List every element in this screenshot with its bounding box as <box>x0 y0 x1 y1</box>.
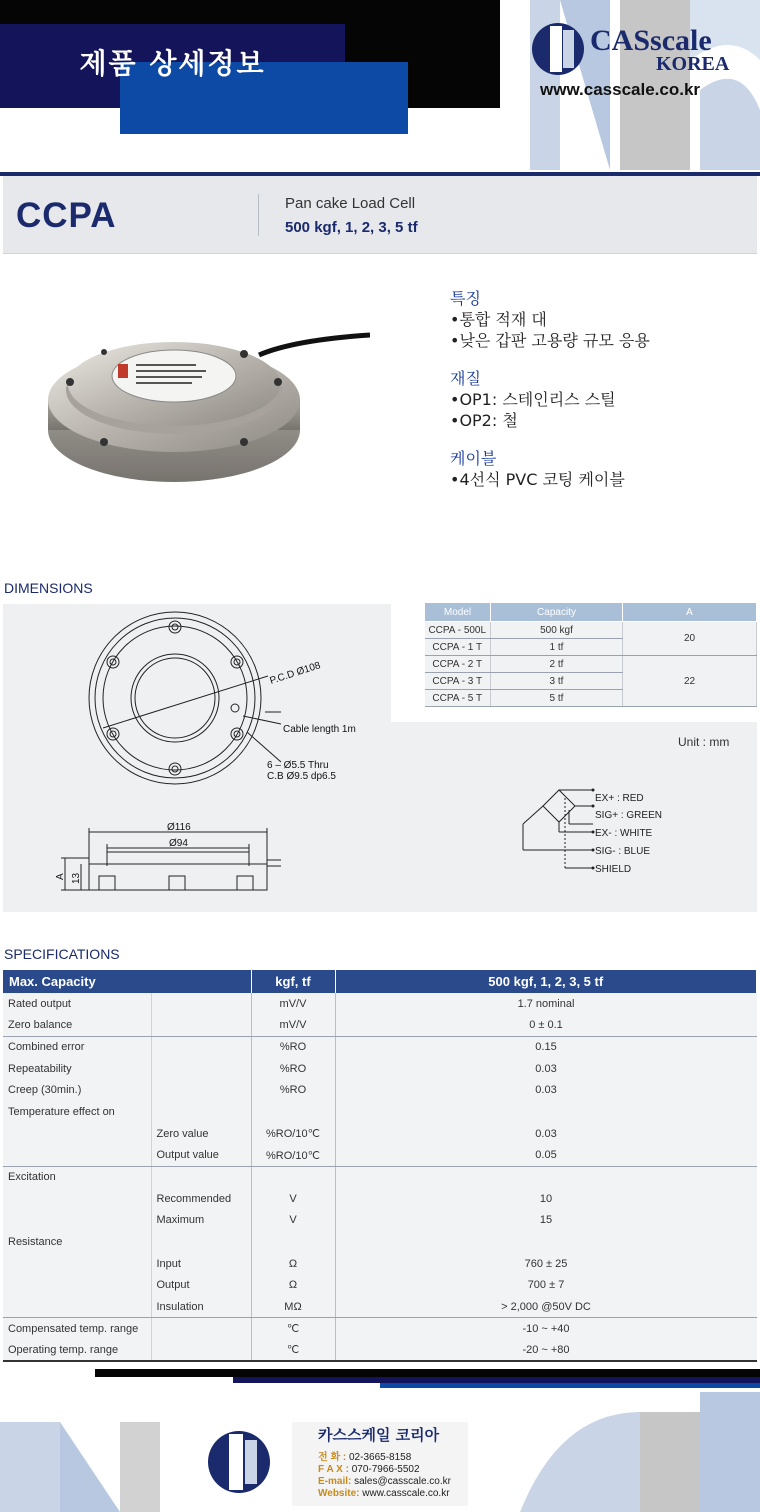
cable-label: Cable length 1m <box>283 724 356 735</box>
unit-label: Unit : mm <box>678 735 730 749</box>
cell-capacity: 5 tf <box>491 690 623 707</box>
spec-unit: V <box>251 1188 335 1210</box>
logo-text: CASscale <box>590 24 712 57</box>
spec-item: Operating temp. range <box>3 1339 151 1361</box>
spec-header-unit: kgf, tf <box>251 970 335 993</box>
spec-value: 0.03 <box>335 1123 757 1145</box>
spec-header <box>3 970 757 993</box>
phone-value[interactable]: 02-3665-8158 <box>346 1452 412 1463</box>
spec-row <box>3 1274 757 1296</box>
spec-item <box>3 1123 151 1145</box>
cell-capacity: 500 kgf <box>491 622 623 639</box>
fax-key: F A X : <box>318 1464 349 1475</box>
spec-unit: MΩ <box>251 1296 335 1318</box>
features-block <box>450 286 650 351</box>
wire-ex-minus: EX- : WHITE <box>595 828 653 839</box>
product-capacities: 500 kgf, 1, 2, 3, 5 tf <box>285 219 418 236</box>
spec-item: Creep (30min.) <box>3 1080 151 1102</box>
contact-lines <box>318 1452 451 1500</box>
contact-website <box>318 1488 451 1500</box>
spec-unit: %RO <box>251 1036 335 1058</box>
spec-row <box>3 1058 757 1080</box>
spec-item: Temperature effect on <box>3 1101 151 1123</box>
material-item: •OP1: 스테인리스 스틸 <box>450 390 616 409</box>
spec-row <box>3 1015 757 1037</box>
spec-unit: Ω <box>251 1253 335 1275</box>
spec-unit: ℃ <box>251 1318 335 1340</box>
website-key: Website: <box>318 1488 360 1499</box>
feature-item: •낮은 갑판 고용량 규모 응용 <box>450 331 650 350</box>
spec-unit: V <box>251 1209 335 1231</box>
email-value[interactable]: sales@casscale.co.kr <box>351 1476 451 1487</box>
spec-value <box>335 1166 757 1188</box>
email-key: E-mail: <box>318 1476 352 1487</box>
spec-item <box>3 1253 151 1275</box>
spec-item <box>3 1209 151 1231</box>
spec-item: Rated output <box>3 993 151 1015</box>
spec-value <box>335 1231 757 1253</box>
contact-fax <box>318 1464 451 1476</box>
spec-subitem <box>151 1058 251 1080</box>
spec-row <box>3 1166 757 1188</box>
wire-sig-plus: SIG+ : GREEN <box>595 810 662 821</box>
wiring-diagram <box>515 784 685 884</box>
spec-unit: %RO <box>251 1058 335 1080</box>
cell-capacity: 1 tf <box>491 639 623 656</box>
spec-unit: Ω <box>251 1274 335 1296</box>
spec-unit: mV/V <box>251 1015 335 1037</box>
spec-value: 0 ± 0.1 <box>335 1015 757 1037</box>
fax-value: 070-7966-5502 <box>348 1464 420 1475</box>
table-row <box>425 656 757 673</box>
footer-cas-logo <box>205 1428 275 1496</box>
spec-subitem: Maximum <box>151 1209 251 1231</box>
cell-model: CCPA - 5 T <box>425 690 491 707</box>
spec-item <box>3 1144 151 1166</box>
feature-item: •통합 적재 대 <box>450 310 547 329</box>
col-a: A <box>623 603 757 622</box>
spec-unit <box>251 1166 335 1188</box>
spec-row <box>3 1339 757 1361</box>
material-block <box>450 366 616 431</box>
spec-subitem <box>151 1015 251 1037</box>
spec-row <box>3 1318 757 1340</box>
dimensions-title: DIMENSIONS <box>4 580 93 596</box>
spec-value: 760 ± 25 <box>335 1253 757 1275</box>
spec-subitem: Input <box>151 1253 251 1275</box>
logo-sub: KOREA <box>656 53 730 75</box>
load-cell-photo <box>44 300 370 500</box>
col-model: Model <box>425 603 491 622</box>
spec-subitem: Output <box>151 1274 251 1296</box>
spec-value: 1.7 nominal <box>335 993 757 1015</box>
spec-item: Compensated temp. range <box>3 1318 151 1340</box>
spec-row <box>3 1296 757 1318</box>
spec-subitem <box>151 1231 251 1253</box>
spec-item: Repeatability <box>3 1058 151 1080</box>
spec-subitem: Recommended <box>151 1188 251 1210</box>
spec-item: Resistance <box>3 1231 151 1253</box>
a-label: A <box>55 873 66 880</box>
material-item: •OP2: 철 <box>450 411 518 430</box>
spec-item <box>3 1274 151 1296</box>
spec-value: 0.03 <box>335 1058 757 1080</box>
model-table-header <box>425 603 757 622</box>
spec-header-capacity: Max. Capacity <box>3 970 251 993</box>
cell-a: 22 <box>623 656 757 707</box>
footer-blue-bar <box>380 1383 760 1388</box>
page-title: 제품 상세정보 <box>79 47 266 80</box>
cell-a: 20 <box>623 622 757 656</box>
wire-ex-plus: EX+ : RED <box>595 793 644 804</box>
spec-row <box>3 1209 757 1231</box>
spec-subitem <box>151 1080 251 1102</box>
spec-row <box>3 993 757 1015</box>
spec-row <box>3 1188 757 1210</box>
spec-value: 0.05 <box>335 1144 757 1166</box>
cell-model: CCPA - 500L <box>425 622 491 639</box>
product-subtitle: Pan cake Load Cell <box>285 195 416 212</box>
col-capacity: Capacity <box>491 603 623 622</box>
spec-subitem: Insulation <box>151 1296 251 1318</box>
model-name: CCPA <box>16 196 117 235</box>
material-heading: 재질 <box>450 369 481 388</box>
cell-capacity: 2 tf <box>491 656 623 673</box>
spec-row <box>3 1101 757 1123</box>
contact-phone <box>318 1452 451 1464</box>
spec-unit: %RO/10℃ <box>251 1123 335 1145</box>
spec-item: Combined error <box>3 1036 151 1058</box>
spec-row <box>3 1080 757 1102</box>
spec-row <box>3 1253 757 1275</box>
phone-key: 전 화 : <box>318 1452 347 1463</box>
spec-unit: mV/V <box>251 993 335 1015</box>
spec-subitem <box>151 1318 251 1340</box>
model-table <box>424 602 757 707</box>
site-url[interactable]: www.casscale.co.kr <box>540 80 701 99</box>
spec-row <box>3 1231 757 1253</box>
d116-label: Ø116 <box>167 822 191 833</box>
spec-item: Excitation <box>3 1166 151 1188</box>
spec-subitem: Output value <box>151 1144 251 1166</box>
specifications-table <box>3 970 757 1362</box>
dimension-drawing <box>3 604 391 912</box>
holes-label-1: 6 – Ø5.5 Thru <box>267 760 329 771</box>
spec-value: -20 ~ +80 <box>335 1339 757 1361</box>
spec-value: > 2,000 @50V DC <box>335 1296 757 1318</box>
cell-model: CCPA - 1 T <box>425 639 491 656</box>
spec-unit: %RO/10℃ <box>251 1144 335 1166</box>
spec-item <box>3 1188 151 1210</box>
h13-label: 13 <box>71 872 82 884</box>
spec-value: 10 <box>335 1188 757 1210</box>
spec-subitem <box>151 993 251 1015</box>
spec-subitem: Zero value <box>151 1123 251 1145</box>
spec-unit: %RO <box>251 1080 335 1102</box>
specifications-title: SPECIFICATIONS <box>4 946 120 962</box>
spec-subitem <box>151 1166 251 1188</box>
holes-label-2: C.B Ø9.5 dp6.5 <box>267 771 336 782</box>
footer-black-bar <box>95 1369 760 1377</box>
features-heading: 특징 <box>450 289 481 308</box>
wire-shield: SHIELD <box>595 864 632 875</box>
spec-unit <box>251 1101 335 1123</box>
spec-row <box>3 1144 757 1166</box>
spec-value: 0.15 <box>335 1036 757 1058</box>
spec-subitem <box>151 1339 251 1361</box>
spec-unit: ℃ <box>251 1339 335 1361</box>
pcd-label: P.C.D Ø108 <box>268 660 322 687</box>
spec-value: -10 ~ +40 <box>335 1318 757 1340</box>
contact-email <box>318 1476 451 1488</box>
spec-item: Zero balance <box>3 1015 151 1037</box>
cable-block <box>450 446 625 490</box>
company-name: 카스스케일 코리아 <box>318 1426 440 1444</box>
wire-sig-minus: SIG- : BLUE <box>595 846 651 857</box>
spec-row <box>3 1123 757 1145</box>
cable-heading: 케이블 <box>450 449 497 468</box>
spec-header-value: 500 kgf, 1, 2, 3, 5 tf <box>335 970 757 993</box>
d94-label: Ø94 <box>169 838 188 849</box>
spec-value: 700 ± 7 <box>335 1274 757 1296</box>
spec-value <box>335 1101 757 1123</box>
spec-value: 15 <box>335 1209 757 1231</box>
table-row <box>425 622 757 639</box>
cas-logo <box>530 20 730 78</box>
cell-model: CCPA - 2 T <box>425 656 491 673</box>
spec-item <box>3 1296 151 1318</box>
spec-row <box>3 1036 757 1058</box>
band-divider <box>258 194 259 236</box>
spec-subitem <box>151 1101 251 1123</box>
cell-capacity: 3 tf <box>491 673 623 690</box>
cable-item: •4선식 PVC 코팅 케이블 <box>450 470 625 489</box>
spec-subitem <box>151 1036 251 1058</box>
website-value[interactable]: www.casscale.co.kr <box>359 1488 450 1499</box>
spec-value: 0.03 <box>335 1080 757 1102</box>
spec-unit <box>251 1231 335 1253</box>
cell-model: CCPA - 3 T <box>425 673 491 690</box>
